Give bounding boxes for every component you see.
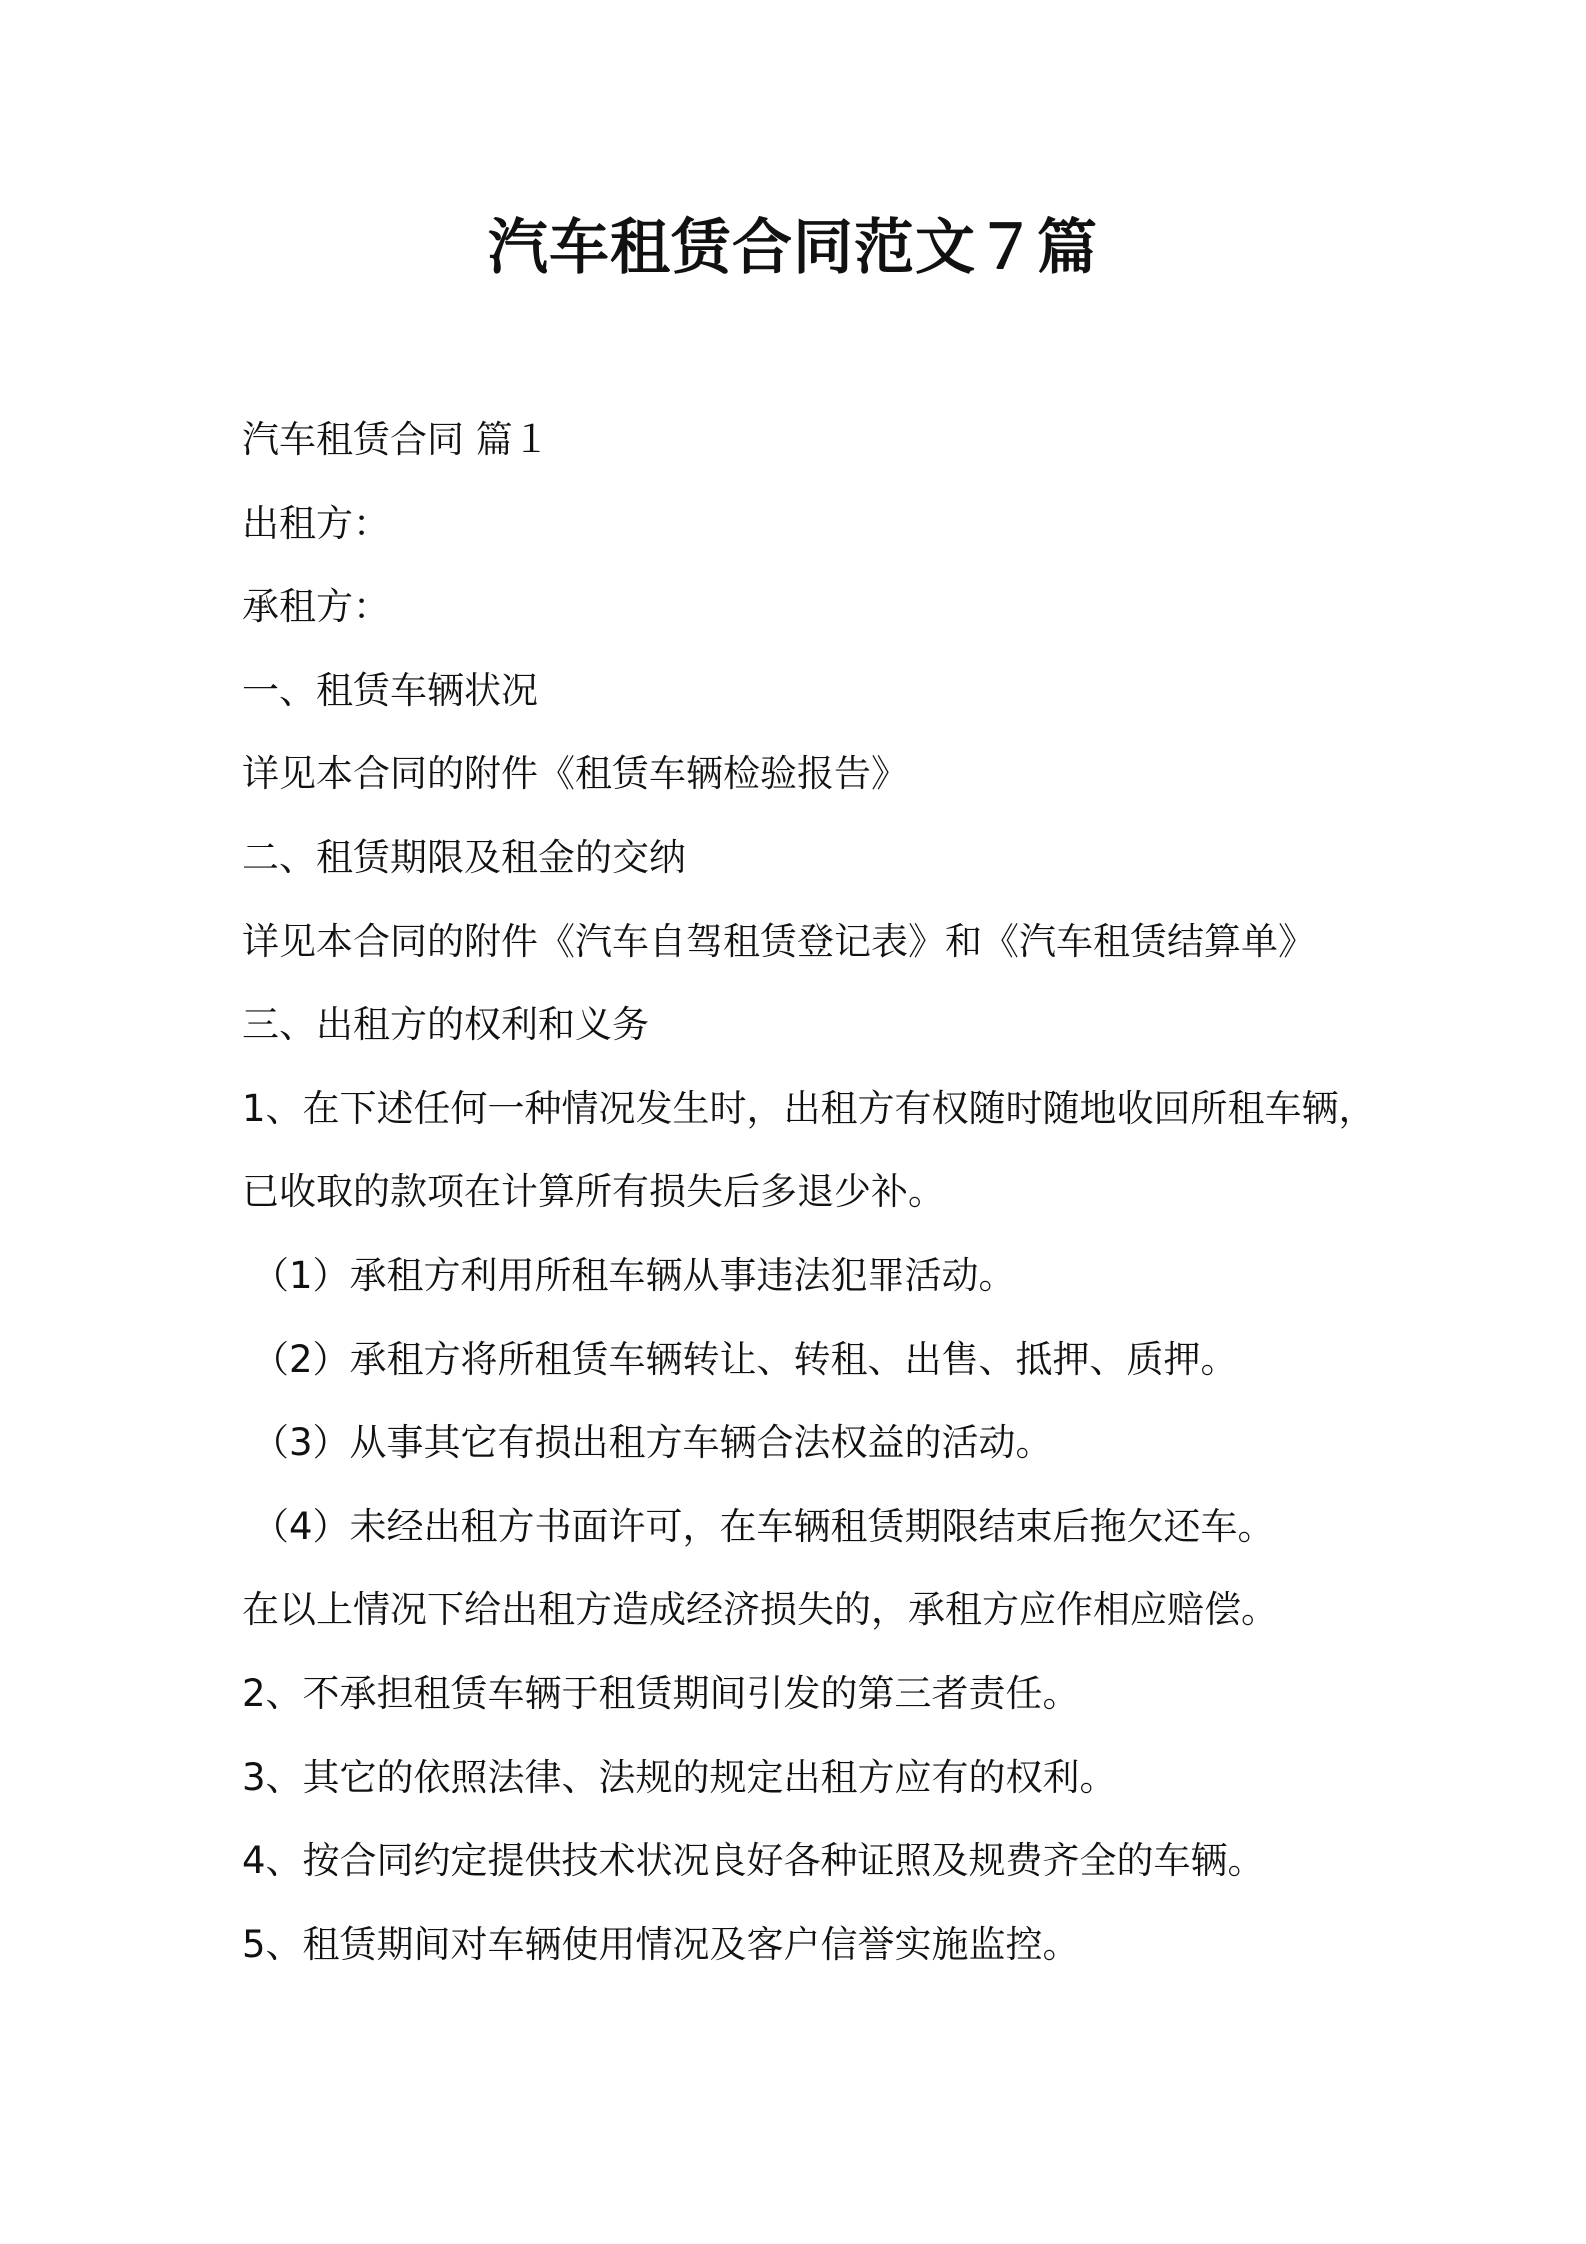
numbered-item-line: 2、不承担租赁车辆于租赁期间引发的第三者责任。 (242, 1671, 1080, 1715)
sub-item: （4）未经出租方书面许可，在车辆租赁期限结束后拖欠还车。 (252, 1504, 1275, 1548)
document-body (242, 398, 1422, 1986)
sub-item: （1）承租方利用所租车辆从事违法犯罪活动。 (252, 1253, 1016, 1297)
numbered-item-line: 1、在下述任何一种情况发生时，出租方有权随时随地收回所租车辆， (242, 1086, 1376, 1130)
paragraph-line: 详见本合同的附件《汽车自驾租赁登记表》和《汽车租赁结算单》 (242, 919, 1315, 963)
clause-heading-3: 三、出租方的权利和义务 (242, 1003, 649, 1047)
clause-heading-2: 二、租赁期限及租金的交纳 (242, 835, 686, 879)
section-heading-part-1: 汽车租赁合同 篇１ (242, 418, 550, 461)
sub-item: （3）从事其它有损出租方车辆合法权益的活动。 (252, 1421, 1053, 1465)
numbered-item-continuation: 已收取的款项在计算所有损失后多退少补。 (242, 1170, 945, 1214)
lessee-label: 承租方： (242, 585, 390, 629)
numbered-item-line: 4、按合同约定提供技术状况良好各种证照及规费齐全的车辆。 (242, 1839, 1265, 1883)
lessor-label: 出租方： (242, 501, 390, 545)
sub-item: （2）承租方将所租赁车辆转让、转租、出售、抵押、质押。 (252, 1337, 1238, 1381)
paragraph-line: 详见本合同的附件《租赁车辆检验报告》 (242, 752, 908, 796)
paragraph-line: 在以上情况下给出租方造成经济损失的，承租方应作相应赔偿。 (242, 1588, 1278, 1632)
document-title: 汽车租赁合同范文７篇 (488, 213, 1098, 283)
numbered-item-line: 3、其它的依照法律、法规的规定出租方应有的权利。 (242, 1755, 1117, 1799)
clause-heading-1: 一、租赁车辆状况 (242, 668, 538, 712)
numbered-item-line: 5、租赁期间对车辆使用情况及客户信誉实施监控。 (242, 1922, 1080, 1966)
